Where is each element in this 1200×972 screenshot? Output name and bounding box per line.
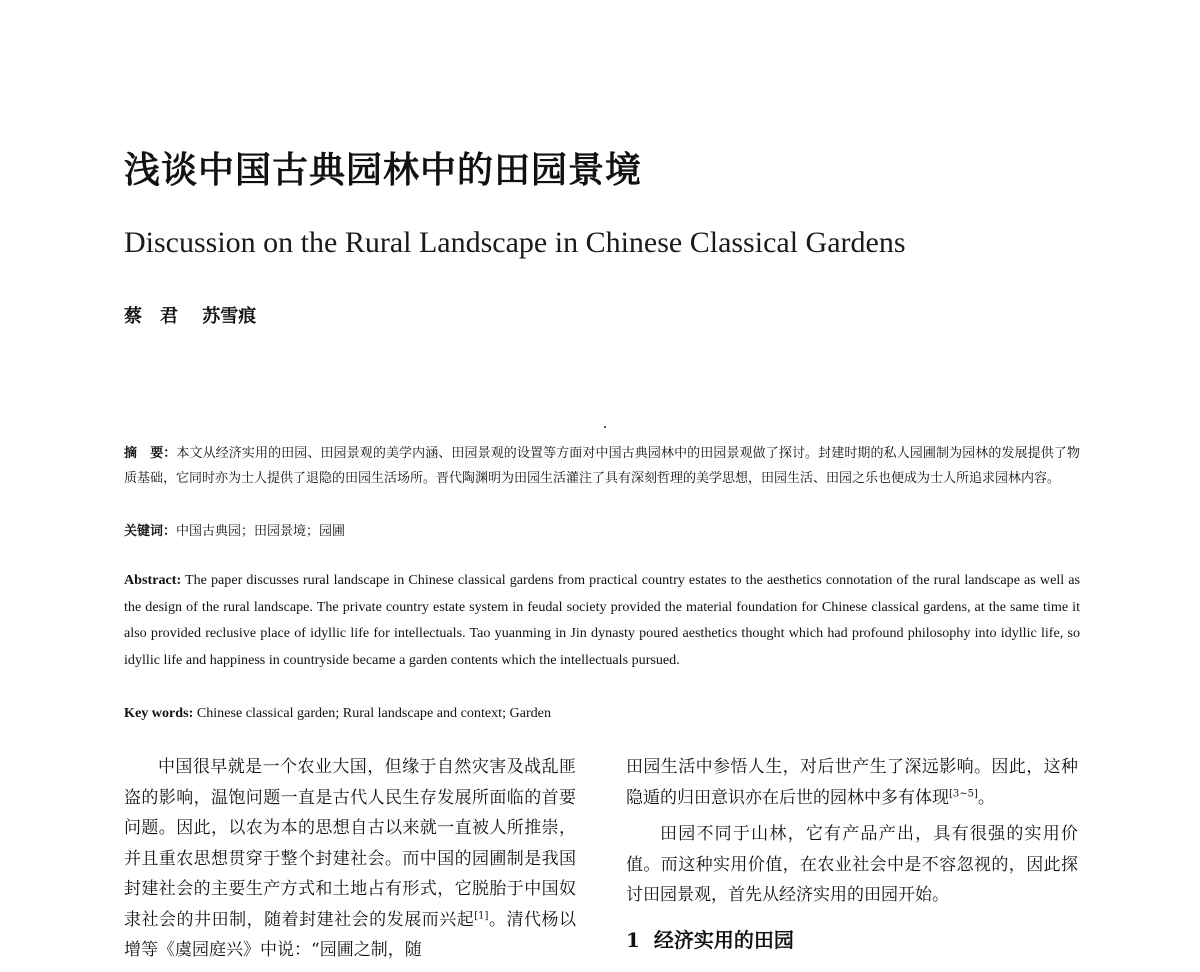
body-text: 中国很早就是一个农业大国，但缘于自然灾害及战乱匪盗的影响，温饱问题一直是古代人民生存发展所面临的首要问题。因此，以农为本的思想自古以来就一直被人所推崇，并且重农思想贯穿于整个封建社会。而中国的园圃制是我国封建社会的主要生产方式和土地占有形式，它脱胎于中国奴隶社会的井田制，随着封建社会的发展而兴起 [124,757,576,930]
section-number: 1 [626,928,640,952]
abstract-en [124,567,1080,673]
author-2: 苏雪痕 [202,306,257,327]
citation-ref: [3~5] [949,787,978,799]
abstract-cn-text: 本文从经济实用的田园、田园景观的美学内涵、田园景观的设置等方面对中国古典园林中的田园景观做了探讨。封建时期的私人园圃制为园林的发展提供了物质基础，它同时亦为士人提供了退隐的田园生活场所。晋代陶渊明为田园生活灌注了具有深刻哲理的美学思想，田园生活、田园之乐也便成为士人所追求园林内容。 [124,446,1080,486]
keywords-en [124,700,1080,727]
body-text: 田园生活中参悟人生，对后世产生了深远影响。因此，这种隐遁的归田意识亦在后世的园林中多有体现 [626,757,1078,808]
abstract-en-text: The paper discusses rural landscape in Chinese classical gardens from practical country estates to the aesthetics connotation of the rural landscape as well as the design of the rural landscape. The private country estate system in feudal society provided the material foundation for Chinese classical gardens, at the same time it also provided reclusive place of idyllic life for intellectuals. Tao yuanming in Jin dynasty poured aesthetics thought which had profound philosophy into idyllic life, so idyllic life and happiness in countryside became a garden contents which the intellectuals pursued. [124,572,1080,668]
section-title: 经济实用的田园 [653,928,794,952]
scan-artifact-dot [604,426,606,428]
body-column-left [124,752,576,972]
keywords-cn [124,519,1080,544]
keywords-cn-label: 关键词： [124,524,177,539]
body-paragraph [626,752,1078,813]
title-en: Discussion on the Rural Landscape in Chinese Classical Gardens [124,226,906,259]
abstract-cn [124,441,1080,491]
citation-ref: [1] [474,909,489,921]
keywords-cn-text: 中国古典园；田园景境；园圃 [176,524,346,539]
author-1: 蔡 君 [124,306,178,327]
section-heading [626,924,808,953]
abstract-cn-label: 摘 要： [124,446,177,461]
abstract-en-label: Abstract: [124,572,182,588]
keywords-en-label: Key words: [124,705,194,721]
keywords-en-text: Chinese classical garden; Rural landscape and context; Garden [193,705,551,721]
authors [124,302,274,328]
body-paragraph [124,752,576,966]
body-text-tail: 。 [977,787,995,808]
body-text-tail: 。清代杨以增等《虞园庭兴》中说：“园圃之制，随 [124,909,577,960]
body-column-right [626,752,1078,917]
title-cn: 浅谈中国古典园林中的田园景境 [124,149,643,191]
body-paragraph: 田园不同于山林，它有产品产出，具有很强的实用价值。而这种实用价值，在农业社会中是不容忽视的，因此探讨田园景观，首先从经济实用的田园开始。 [626,824,1078,905]
